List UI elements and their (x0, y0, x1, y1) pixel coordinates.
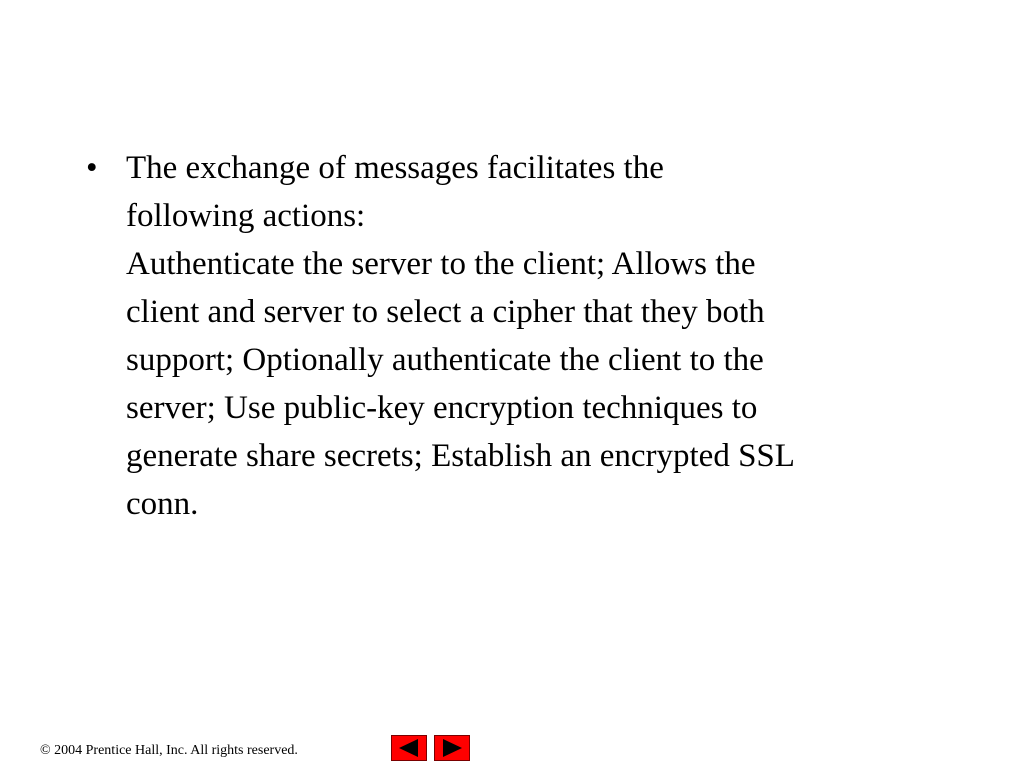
bullet-line: client and server to select a cipher that they both (126, 294, 765, 330)
copyright-footer (40, 742, 298, 760)
copyright-text: 2004 Prentice Hall, Inc. All rights reserved. (54, 743, 298, 758)
bullet-item (86, 144, 966, 528)
previous-slide-button[interactable] (391, 735, 427, 761)
copyright-symbol: © (40, 743, 51, 758)
bullet-line: following actions: (126, 198, 366, 234)
bullet-line: generate share secrets; Establish an encrypted SSL (126, 438, 795, 474)
bullet-line: Authenticate the server to the client; Allows the (126, 246, 756, 282)
bullet-line: server; Use public-key encryption techniques to (126, 390, 758, 426)
left-arrow-icon (392, 736, 426, 760)
bullet-line: conn. (126, 486, 199, 522)
bullet-text (126, 144, 966, 528)
bullet-mark: • (86, 150, 98, 186)
right-arrow-icon (435, 736, 469, 760)
next-slide-button[interactable] (434, 735, 470, 761)
bullet-line: support; Optionally authenticate the client to the (126, 342, 764, 378)
bullet-line: The exchange of messages facilitates the (126, 150, 664, 186)
slide-body (86, 144, 966, 528)
